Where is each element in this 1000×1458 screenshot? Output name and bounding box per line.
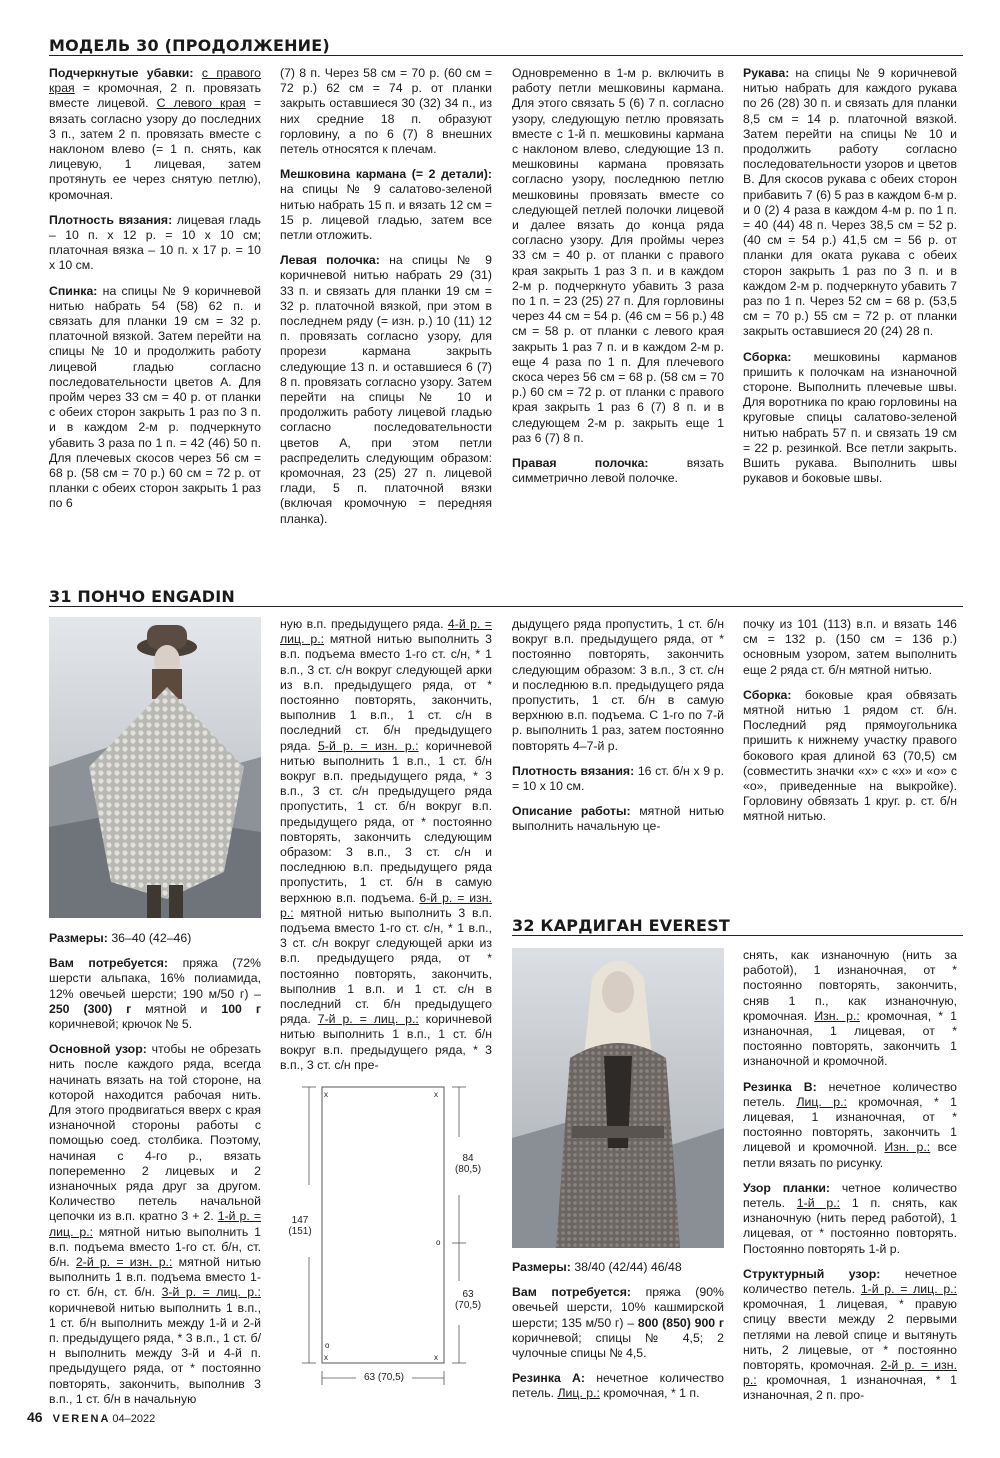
schematic-height-total: 147 (151) bbox=[288, 1215, 312, 1237]
model31-rule bbox=[49, 606, 963, 607]
paragraph-sizes-32: Размеры: 38/40 (42/44) 46/48 bbox=[512, 1260, 682, 1274]
model30-column-3 bbox=[512, 66, 724, 496]
model32-rule bbox=[512, 935, 963, 936]
model30-column-4 bbox=[743, 66, 957, 496]
paragraph-assembly-31: Сборка: боковые края обвязать мятной нитью 1 рядом ст. б/н. Последний ряд прямоугольника пришить к нижнему участку правого бокового края длиной 63 (70,5) см (совместить значки «х» с «х» и «о» с «о», приведенные на выкройке). Горловину обвязать 1 круг. р. ст. б/н мятной нитью. bbox=[743, 687, 957, 824]
paragraph-structure-pattern: Структурный узор: нечетное количество петель. 1-й р. = лиц. р.: кромочная, 1 лицевая, * правую спицу ввести между 2 первыми петлями на левой спице и вытянуть нить, 2 лицевые, от * постоянно повторять, кромочная. 2-й р. = изн. р.: кромочная, 1 изнаночная, * 1 изнаночная, 2 п. про- bbox=[743, 1266, 957, 1403]
model30-column-1 bbox=[49, 66, 261, 522]
paragraph-assembly: Сборка: мешковины карманов пришить к полочкам на изнаночной стороне. Выполнить плечевые швы. Для воротника по краю горловины на круговые спицы салатово-зеленой нитью набрать 57 п. и связать 19 см = 22 р. резинкой. Все петли закрыть. Вшить рукава. Выполнить швы рукавов и боковые швы. bbox=[743, 349, 958, 486]
model30-column-2 bbox=[280, 66, 492, 537]
model31-heading: 31 ПОНЧО ENGADIN bbox=[49, 587, 235, 606]
page-number: 46 bbox=[27, 1409, 43, 1425]
paragraph-band-pattern: Узор планки: четное количество петель. 1-й р.: 1 п. снять, как изнаночную (нить перед работой), 1 лицевая, от * постоянно повторять. Постоянно повторять 1-й р. bbox=[743, 1180, 957, 1256]
schematic-mark-x-top-left: x bbox=[324, 1090, 328, 1099]
paragraph-work-description: Описание работы: мятной нитью выполнить начальную це- bbox=[512, 804, 724, 834]
paragraph-work-continued: почку из 101 (113) в.п. и вязать 146 см = 132 р. (150 см = 136 р.) основным узором, затем выполнить еще 2 ряда ст. б/н мятной нитью. bbox=[743, 617, 957, 677]
paragraph-left-front: Левая полочка: на спицы № 9 коричневой нитью набрать 29 (31) 33 п. и связать для планки 19 см = 32 р. платочной вязкой, при этом в последнем ряду (= изн. р.) 10 (11) 12 п. провязать согласно узору, для прорези кармана закрыть следующие 13 п. и оставшиеся 6 (7) 8 п. провязать согласно узору. Затем перейти на спицы № 10 и продолжить работу лицевой гладью согласно последовательности цветов А, при этом петли распределить следующим образом: кромочная, 23 (25) 27 п. лицевой глади, 5 п. платочной вязки (включая кромочную = передняя планка). bbox=[280, 253, 492, 526]
poncho-photo-image bbox=[49, 617, 261, 918]
paragraph-rib-a: Резинка А: нечетное количество петель. Лиц. р.: кромочная, * 1 п. bbox=[512, 1371, 724, 1401]
paragraph-rib-a-continued: снять, как изнаночную (нить за работой), 1 изнаночная, от * постоянно повторять, закончить, сняв 1 п., как изнаночную, кромочная. Изн. р.: кромочная, * 1 изнаночная, 1 лицевая, от * постоянно повторять, закончить 1 изнаночной и кромочной. bbox=[743, 948, 957, 1069]
model30-heading: МОДЕЛЬ 30 (ПРОДОЛЖЕНИЕ) bbox=[49, 36, 330, 55]
paragraph-main-pattern-continued: ную в.п. предыдущего ряда. 4-й р. = лиц. р.: мятной нитью выполнить 3 в.п. подъема вместо 1-го ст. с/н, * 1 в.п., 3 ст. с/н вокруг следующей арки из в.п. предыдущего ряда, от * постоянно повторять, закончить, выполнив 1 в.п., 1 ст. с/н в последний ст. б/н предыдущего ряда. 5-й р. = изн. р.: коричневой нитью выполнить 1 в.п., 1 ст. б/н вокруг в.п. предыдущего ряда, * 3 в.п., 3 ст. с/н предыдущего ряда пропустить, 1 ст. б/н вокруг в.п. предыдущего ряда, от * постоянно повторять, закончить следующим образом: 3 в.п., 3 ст. с/н и последнюю в.п. предыдущего ряда пропустить, 1 ст. б/н в самую верхнюю в.п. подъема. 6-й р. = изн. р.: мятной нитью выполнить 3 в.п. подъема вместо 1-го ст. с/н, * 1 в.п., 3 ст. с/н вокруг следующей арки из в.п. предыдущего ряда, от * постоянно повторять, закончить, выполнив 1 в.п. и 1 ст. с/н в последний ст. б/н предыдущего ряда. 7-й р. = лиц. р.: коричневой нитью выполнить 1 в.п., 1 ст. б/н вокруг в.п. предыдущего ряда, * 3 в.п., 3 ст. с/н пре- bbox=[280, 617, 493, 1072]
schematic-mark-x-bottom-left: x bbox=[324, 1353, 328, 1362]
paragraph-back: Спинка: на спицы № 9 коричневой нитью набрать 54 (58) 62 п. и связать для планки 19 см = 32 р. платочной вязкой. Затем перейти на спицы № 10 и продолжить работу лицевой гладью согласно последовательности цветов А. Для пройм через 33 см = 40 р. от планки с обеих сторон закрыть 1 раз по 3 п. и в каждом 2-м р. подчеркнуто убавить 3 раза по 1 п. = 42 (46) 50 п. Для плечевых скосов через 56 см = 68 р. (58 см = 70 р.) 60 см = 72 р. от планки с обеих сторон закрыть 1 раз по 6 bbox=[49, 283, 261, 511]
paragraph-underlined-decreases: Подчеркнутые убавки: с правого края = кромочная, 2 п. провязать вместе лицевой. С левого края = вязать согласно узору до последних 3 п., затем 2 п. провязать вместе с наклоном влево (= 1 п. снять, как лицевую, 1 лицевая, затем протянуть ее через снятую петлю), кромочная. bbox=[49, 66, 262, 202]
schematic-mark-x-bottom-right: x bbox=[434, 1353, 438, 1362]
model31-column-2 bbox=[280, 617, 492, 1083]
schematic-mark-x-top-right: x bbox=[434, 1090, 438, 1099]
paragraph-materials: Вам потребуется: пряжа (72% шерсти альпака, 16% полиамида, 12% овечьей шерсти; 190 м/50 г) – 250 (300) г мятной и 100 г коричневой; крючок № 5. bbox=[49, 956, 261, 1032]
schematic-mark-o-right: o bbox=[436, 1238, 441, 1247]
schematic-height-top: 84 (80,5) bbox=[454, 1153, 482, 1175]
paragraph-sizes: Размеры: 36–40 (42–46) bbox=[49, 931, 192, 945]
poncho-schematic bbox=[280, 1075, 492, 1395]
paragraph-rib-b: Резинка В: нечетное количество петель. Лиц. р.: кромочная, * 1 лицевая, 1 изнаночная, от * постоянно повторять, закончить 1 лицевой и кромочной. Изн. р.: все петли вязать по рисунку. bbox=[743, 1079, 958, 1170]
model31-column-1 bbox=[49, 931, 261, 1417]
schematic-height-bottom: 63 (70,5) bbox=[454, 1289, 482, 1311]
paragraph-left-front-continued: Одновременно в 1-м р. включить в работу петли мешковины кармана. Для этого связать 5 (6) 7 п. согласно узору, следующую петлю провязать вместе с 1-й п. мешковины кармана с наклоном влево, следующие 13 п. мешковины кармана провязать согласно узору, последнюю петлю мешковины провязать вместе со следующей петлей полочки лицевой и далее вязать до конца ряда согласно узору. Для проймы через 33 см = 40 р. от планки с правого края закрыть 1 раз 3 п. и в каждом 2-м р. подчеркнуто убавить 3 раза по 1 п. = 23 (25) 27 п. Для горловины через 44 см = 54 р. (46 см = 56 р.) 48 см = 58 р. от планки с левого края закрыть 1 раз 7 п. и в каждом 2-м р. еще 4 раза по 1 п. Для плечевого скоса через 56 см = 68 р. (58 см = 70 р.) 60 см = 72 р. от планки с правого края закрыть 1 раз 6 (7) 8 п. и в следующем 2-м р. закрыть еще 1 раз 6 (7) 8 п. bbox=[512, 66, 724, 445]
magazine-name: VERENA bbox=[52, 1413, 111, 1425]
model32-column-1 bbox=[512, 1260, 724, 1412]
poncho-photo bbox=[49, 617, 261, 918]
model31-column-3 bbox=[512, 617, 724, 845]
page-footer bbox=[27, 1409, 155, 1425]
model32-column-2 bbox=[743, 948, 957, 1414]
model30-rule bbox=[49, 55, 963, 56]
paragraph-right-front: Правая полочка: вязать симметрично левой полочке. bbox=[512, 456, 724, 486]
issue-number: 04–2022 bbox=[112, 1413, 156, 1425]
paragraph-main-pattern: Основной узор: чтобы не обрезать нить после каждого ряда, всегда начинать вязать на той стороне, на которой находится рабочая нить. Для этого продвигаться вверх с края изнаночной стороны работы с помощью соед. столбика. Поэтому, начиная с 4-го р., вязать попеременно 2 лицевых и 2 изнаночных ряда друг за другом. Количество петель начальной цепочки из в.п. кратно 3 + 2. 1-й р. = лиц. р.: мятной нитью выполнить 1 в.п. подъема вместо 1-го ст. б/н, ст. б/н. 2-й р. = изн. р.: мятной нитью выполнить 1 в.п. подъема вместо 1-го ст. б/н, ст. б/н. 3-й р. = лиц. р.: коричневой нитью выполнить 1 в.п., 1 ст. б/н выполнить между 1-й и 2-й п. предыдущего ряда, * 3 в.п., 1 ст. б/н выполнить между 3-й и 4-й п. предыдущего ряда, от * постоянно повторять, закончить, выполнив 3 в.п., 1 ст. б/н в начальную bbox=[49, 1042, 262, 1406]
paragraph-gauge-31: Плотность вязания: 16 ст. б/н х 9 р. = 10 х 10 см. bbox=[512, 763, 724, 794]
paragraph-back-continued: (7) 8 п. Через 58 см = 70 р. (60 см = 72 р.) 62 см = 74 р. от планки закрыть оставшиеся 30 (32) 34 п., из них средние 18 п. образуют горловину, а по 6 (7) 8 внешних петель относятся к плечам. bbox=[280, 66, 492, 157]
paragraph-materials-32: Вам потребуется: пряжа (90% овечьей шерсти, 10% кашмирской шерсти; 135 м/50 г) – 800 (850) 900 г коричневой; спицы № 4,5; 2 чулочные спицы № 4,5. bbox=[512, 1285, 724, 1361]
cardigan-photo-image bbox=[512, 948, 724, 1248]
model31-column-4 bbox=[743, 617, 957, 835]
paragraph-pocket-lining: Мешковина кармана (= 2 детали): на спицы № 9 салатово-зеленой нитью набрать 15 п. и вязать 12 см = 15 р. лицевой гладью, затем все петли отложить. bbox=[280, 167, 492, 243]
paragraph-gauge: Плотность вязания: лицевая гладь – 10 п. х 12 р. = 10 х 10 см; платочная вязка – 10 п. х 17 р. = 10 х 10 см. bbox=[49, 212, 261, 273]
paragraph-pattern-end: дыдущего ряда пропустить, 1 ст. б/н вокруг в.п. предыдущего ряда, от * постоянно повторять, закончить следующим образом: 3 в.п., 3 ст. с/н и последнюю в.п. предыдущего ряда пропустить, 1 ст. б/н в самую верхнюю в.п. подъема. С 1-го по 7-й р. выполнить 1 раз, затем постоянно повторять 4–7-й р. bbox=[512, 617, 724, 753]
paragraph-sleeves: Рукава: на спицы № 9 коричневой нитью набрать для каждого рукава по 26 (28) 30 п. и связать для планки 8,5 см = 14 р. платочной вязкой. Затем перейти на спицы № 10 и продолжить работу согласно последовательности узоров и цветов В. Для скосов рукава с обеих сторон прибавить 7 (6) 5 раз в каждом 6-м р. и 0 (2) 4 раза в каждом 4-м р. по 1 п. = 40 (44) 48 п. Через 38,5 см = 52 р. (40 см = 54 р.) 41,5 см = 56 р. от планки для оката рукава с обеих сторон закрыть 1 раз по 3 п. и в каждом 2-м р. подчеркнуто убавить 7 раз по 1 п. Через 52 см = 68 р. (53,5 см = 70 р.) 55 см = 72 р. от планки закрыть оставшиеся 20 (24) 28 п. bbox=[743, 66, 957, 339]
cardigan-photo bbox=[512, 948, 724, 1248]
model32-heading: 32 КАРДИГАН EVEREST bbox=[512, 916, 730, 935]
schematic-width: 63 (70,5) bbox=[363, 1372, 405, 1383]
schematic-mark-o-left: o bbox=[325, 1341, 330, 1350]
